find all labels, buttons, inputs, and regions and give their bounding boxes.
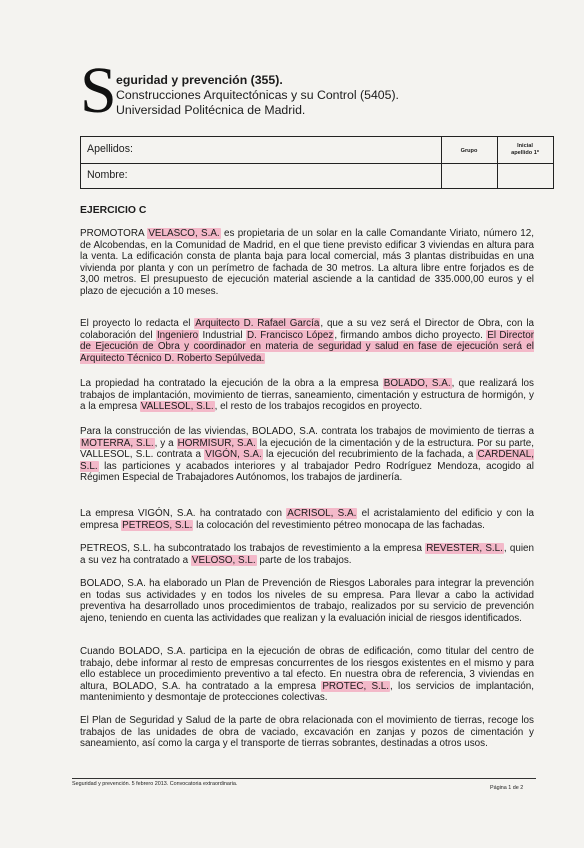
nombre-label: Nombre: xyxy=(87,169,128,181)
paragraph-text: , y a xyxy=(154,437,177,449)
highlighted-entity: Arquitecto D. Rafael García xyxy=(195,318,320,329)
paragraph-text: , el resto de los trabajos recogidos en proyecto. xyxy=(214,401,423,413)
paragraph-text: la colocación del revestimiento pétreo monocapa de las fachadas. xyxy=(193,519,485,531)
department-line: Construcciones Arquitectónicas y su Control (5405). xyxy=(116,88,399,102)
course-title: eguridad y prevención (355). xyxy=(116,73,283,87)
paragraph-text: , los servicios de implantación, mantenimiento y desmontaje de protecciones colectivas. xyxy=(80,680,534,704)
paragraph-text: El proyecto lo redacta el xyxy=(80,318,195,329)
paragraph-text: , que realizará los trabajos de implantación, movimiento de tierras, saneamiento, cimentación y estructura de hormigón, y a la empresa xyxy=(80,378,534,413)
footer-rule xyxy=(72,778,536,779)
apellidos-field[interactable] xyxy=(81,137,441,164)
paragraph-text: es propietaria de un solar en la calle Comandante Viriato, número 12, de Alcobendas, en la Comunidad de Madrid, en el que tiene previsto edificar 3 viviendas en altura para la venta. La edificación consta de planta baja para local comercial, más 3 plantas distribuidas en una vivienda por planta y con un perímetro de fachada de 30 metros. La altura libre entre forjados es de 3,00 metros. El presupuesto de ejecución material asciende a la cantidad de 335.000,00 euros y el plazo de ejecución a 10 meses. xyxy=(80,228,534,297)
paragraph-text: el acristalamiento del edificio y con la empresa xyxy=(80,508,534,531)
header-lines xyxy=(116,73,399,118)
paragraph-text: Para la construcción de las viviendas, BOLADO, S.A. contrata los trabajos de movimiento de tierras a xyxy=(80,426,534,437)
inicial-label: Inicial xyxy=(517,143,533,149)
paragraph-contratacion xyxy=(80,378,534,413)
paragraph-text: El Plan de Seguridad y Salud de la parte de obra relacionada con el movimiento de tierras, recoge los trabajos de las unidades de obra de vaciado, excavación en zanjas y pozos de cimentación y saneamiento, así como la carga y el transporte de tierras sobrantes, destinadas a otros usos. xyxy=(80,715,534,750)
highlighted-entity: HORMISUR, S.A. xyxy=(177,437,256,449)
paragraph-text: , firmando ambos dicho proyecto. xyxy=(334,329,487,341)
document-header xyxy=(80,54,520,127)
footer-course: Seguridad y prevención. 5 febrero 2013. Convocatoria extraordinaria. xyxy=(72,781,238,787)
paragraph-coordinacion xyxy=(80,646,534,704)
nombre-field[interactable] xyxy=(81,163,441,188)
exercise-title: EJERCICIO C xyxy=(80,205,147,216)
highlighted-entity: PETREOS, S.L. xyxy=(122,519,193,531)
highlighted-entity: VELOSO, S.L. xyxy=(191,554,256,566)
highlighted-entity: VELASCO, S.A. xyxy=(148,228,220,239)
paragraph-text: PROMOTORA xyxy=(80,228,148,239)
highlighted-entity: BOLADO, S.A. xyxy=(383,378,451,389)
highlighted-entity: El Director de Ejecución de Obra y coordinador en materia de seguridad y salud en fase de ejecución será el Arquitecto Técnico D. Roberto Sepúlveda. xyxy=(80,329,534,364)
paragraph-text: las particiones y acabados interiores y al trabajador Pedro Rodríguez Mendoza, acogido al Régimen Especial de Trabajadores Autónomos, los trabajos de jardinería. xyxy=(80,460,534,484)
paragraph-text: Cuando BOLADO, S.A. participa en la ejecución de obras de edificación, como titular del centro de trabajo, debe informar al resto de empresas concurrentes de los riesgos existentes en el mismo y para ello establece un procedimiento preventivo a tal efecto. En nuestra obra de referencia, 3 viviendas en altura, BOLADO, S.A. ha contratado a la empresa xyxy=(80,646,534,692)
paragraph-text: BOLADO, S.A. ha elaborado un Plan de Prevención de Riesgos Laborales para integrar la prevención en todas sus actividades y en todos los niveles de su empresa. Para llevar a cabo la actividad preventiva ha desarrollado unos procedimientos de trabajo, realizados por su servicio de prevención ajeno, teniendo en cuenta las actividades que realizan y la evaluación inicial de riesgos identificados. xyxy=(80,578,534,624)
apellido-label: apellido 1º xyxy=(511,150,539,156)
paragraph-promotora xyxy=(80,228,534,298)
page-number: Página 1 de 2 xyxy=(490,785,524,791)
highlighted-entity: PROTEC, S.L. xyxy=(322,680,390,692)
highlighted-entity: VALLESOL, S.L. xyxy=(140,401,214,413)
paragraph-vigon xyxy=(80,508,534,531)
paragraph-plan-seguridad xyxy=(80,715,534,750)
paragraph-text: PETREOS, S.L. ha subcontratado los trabajos de revestimiento a la empresa xyxy=(80,543,426,554)
student-info-form xyxy=(80,136,554,189)
paragraph-text: , que a su vez será el Director de Obra, con la colaboración del xyxy=(80,318,535,341)
inicial-apellido-label xyxy=(497,143,553,157)
highlighted-entity: VIGÓN, S.A. xyxy=(205,449,262,461)
paragraph-plan-prevencion xyxy=(80,578,534,624)
paragraph-text: La empresa VIGÓN, S.A. ha contratado con xyxy=(80,508,287,519)
paragraph-proyecto xyxy=(80,318,534,364)
paragraph-petreos xyxy=(80,543,534,566)
form-divider xyxy=(441,163,553,164)
highlighted-entity: CARDENAL, S.L. xyxy=(80,449,534,472)
paragraph-text: La propiedad ha contratado la ejecución de la obra a la empresa xyxy=(80,378,383,389)
apellidos-label: Apellidos: xyxy=(87,143,133,155)
header-drop-letter: S xyxy=(80,54,117,127)
highlighted-entity: D. Francisco López xyxy=(246,329,334,341)
paragraph-text: la ejecución de la cimentación y de la estructura. Por su parte, VALLESOL, S.L. contrata a xyxy=(80,437,534,461)
highlighted-entity: MOTERRA, S.L. xyxy=(81,437,154,449)
grupo-label: Grupo xyxy=(460,148,478,154)
paragraph-text: parte de los trabajos. xyxy=(256,554,352,566)
paragraph-subcontratas xyxy=(80,426,534,484)
highlighted-entity: REVESTER, S.L. xyxy=(426,543,503,554)
highlighted-entity: ACRISOL, S.A. xyxy=(287,508,357,519)
highlighted-entity: Ingeniero xyxy=(156,329,199,341)
paragraph-text: Industrial xyxy=(199,329,246,341)
university-line: Universidad Politécnica de Madrid. xyxy=(116,103,306,117)
paragraph-text: , quien a su vez ha contratado a xyxy=(80,543,535,566)
paragraph-text: la ejecución del recubrimiento de la fachada, a xyxy=(262,449,477,461)
